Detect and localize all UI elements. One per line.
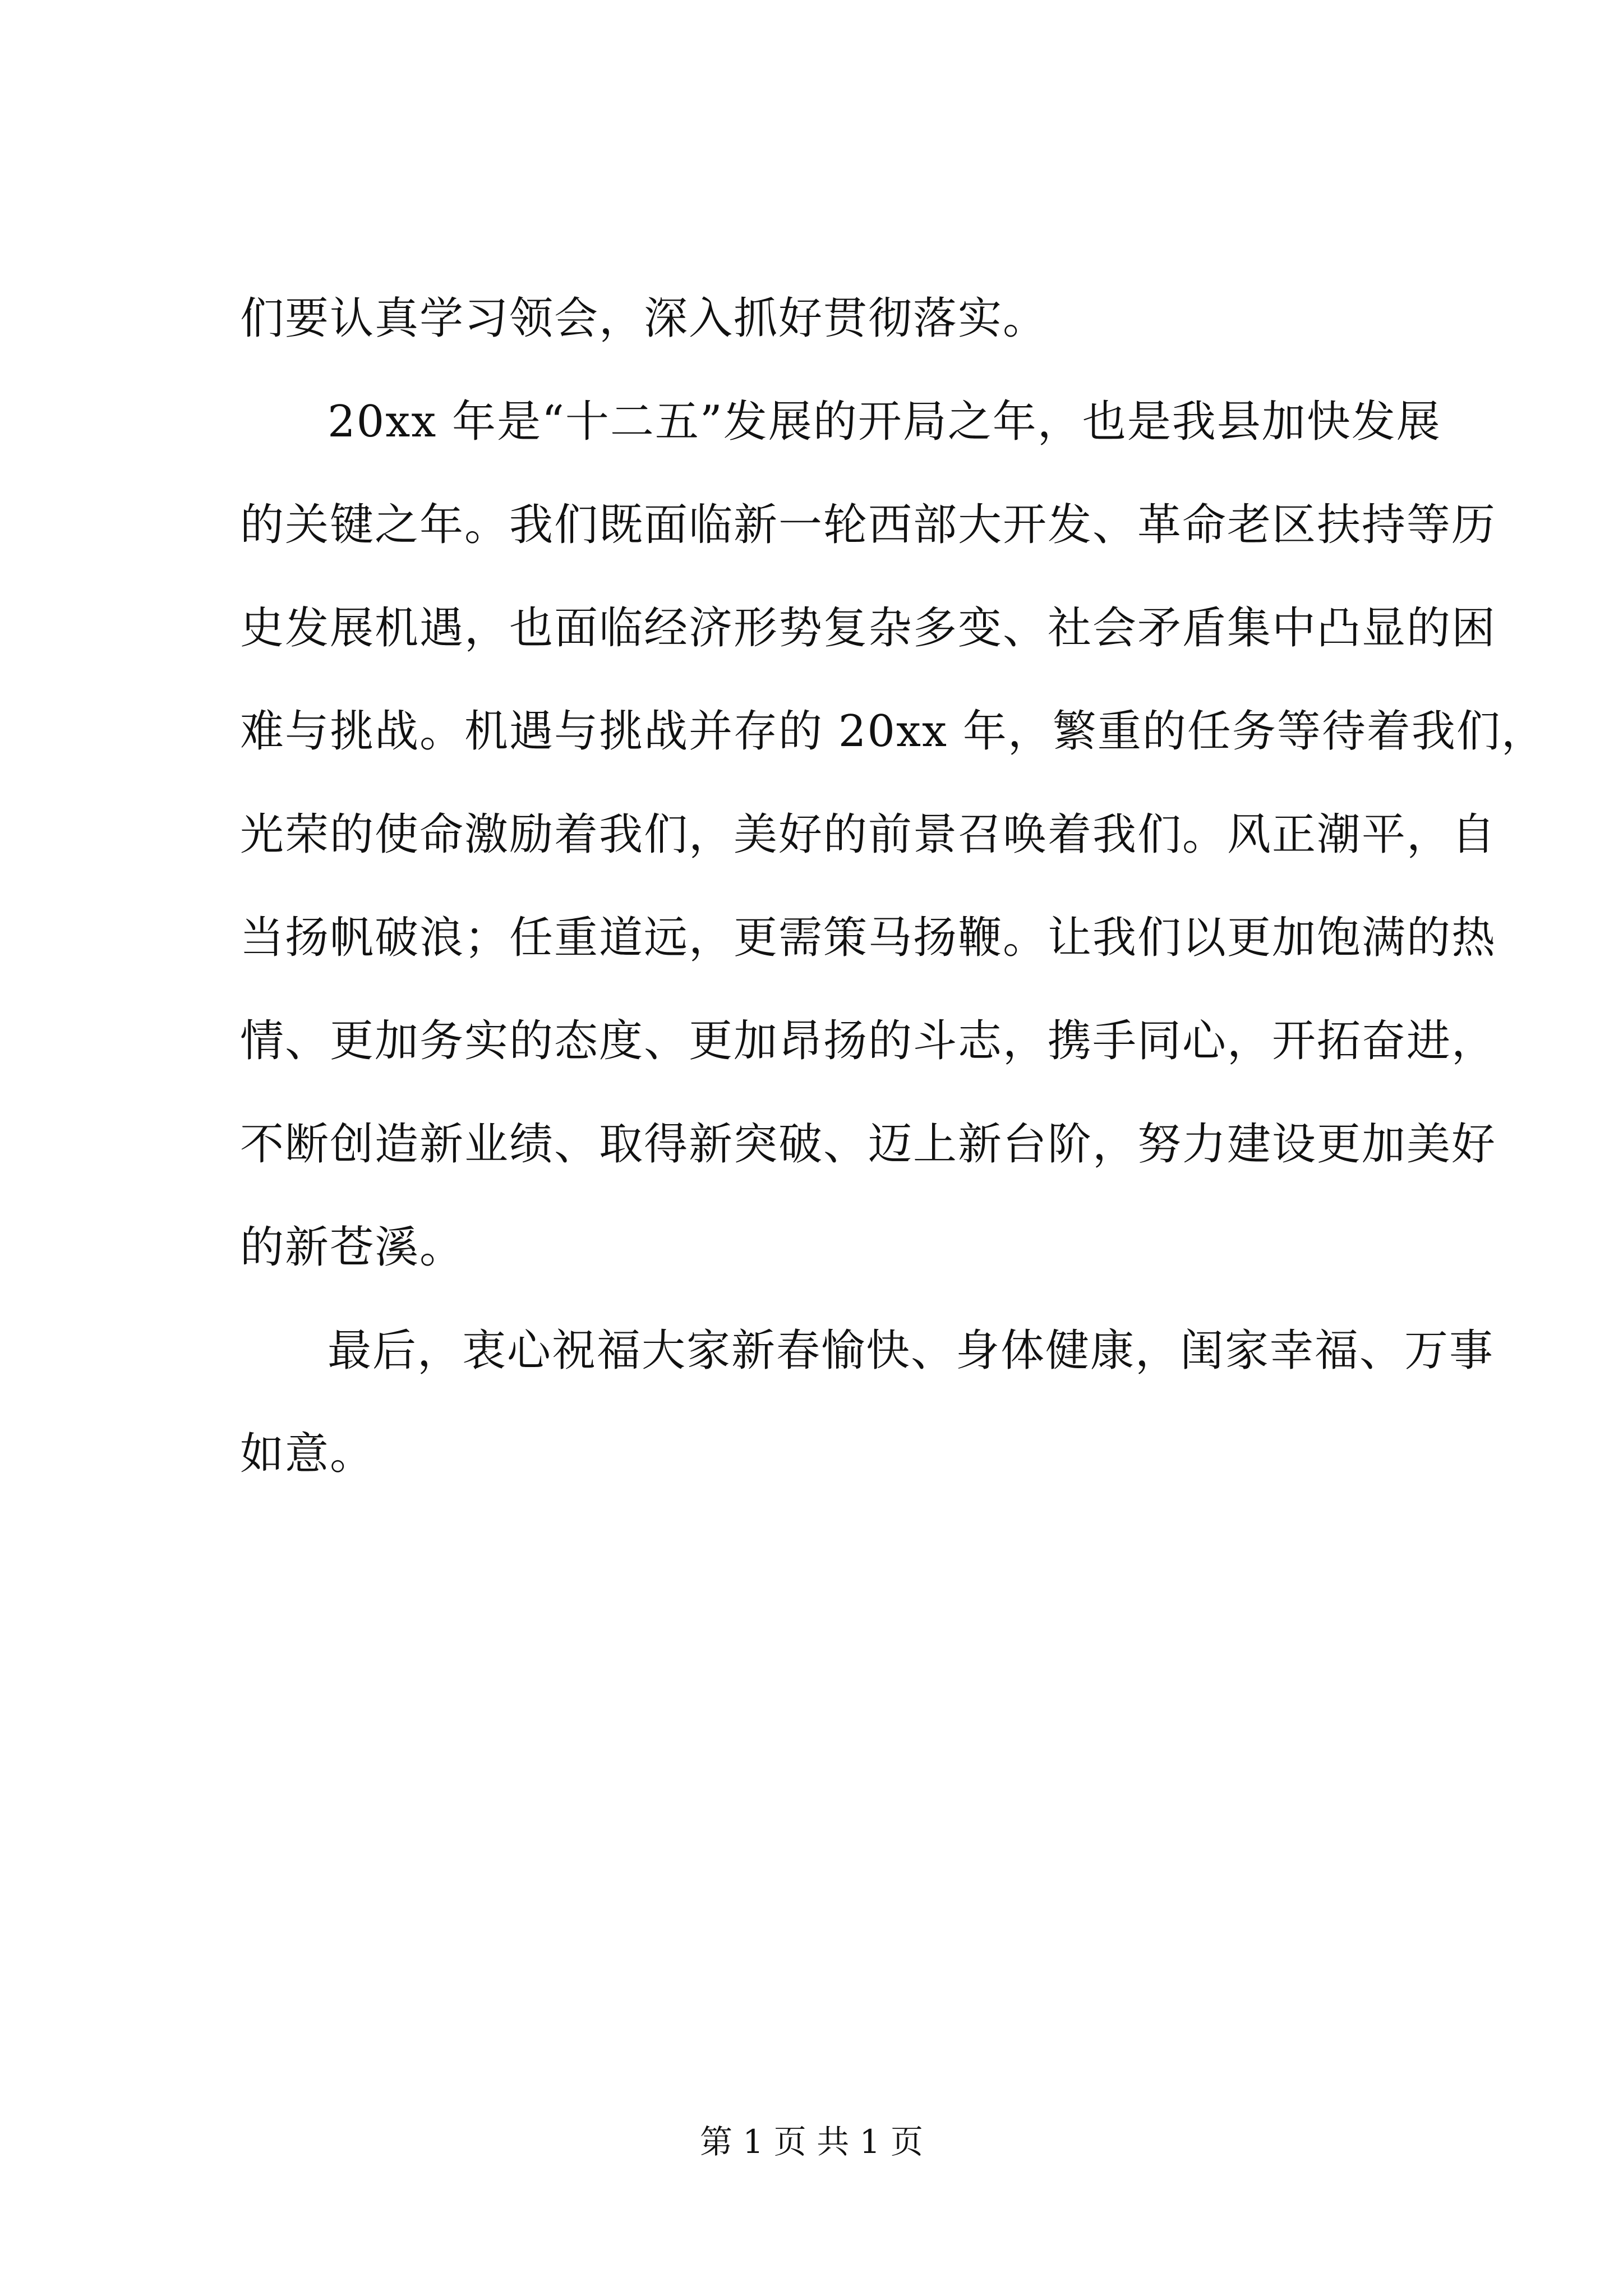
- text-line: 不断创造新业绩、取得新突破、迈上新台阶，努力建设更加美好: [240, 1119, 1497, 1170]
- text-line: 光荣的使命激励着我们，美好的前景召唤着我们。风正潮平，自: [240, 809, 1497, 860]
- text-line: 最后，衷心祝福大家新春愉快、身体健康，闺家幸福、万事: [328, 1326, 1495, 1376]
- text-line: 情、更加务实的态度、更加昂扬的斗志，携手同心，开拓奋进，: [240, 1016, 1497, 1066]
- text-line: 史发展机遇，也面临经济形势复杂多变、社会矛盾集中凸显的困: [240, 603, 1497, 654]
- text-line: 难与挑战。机遇与挑战并存的 20xx 年，繁重的任务等待着我们，: [240, 706, 1546, 757]
- body-text: [240, 292, 1546, 1530]
- text-line: 如意。: [240, 1429, 375, 1479]
- text-line: 的新苍溪。: [240, 1222, 465, 1273]
- text-line: 们要认真学习领会，深入抓好贯彻落实。: [240, 293, 1048, 344]
- page-number-footer: 第 1 页 共 1 页: [700, 2123, 923, 2161]
- text-line: 20xx 年是“十二五”发展的开局之年，也是我县加快发展: [328, 397, 1441, 447]
- text-line: 当扬帆破浪；任重道远，更需策马扬鞭。让我们以更加饱满的热: [240, 913, 1497, 963]
- text-line: 的关键之年。我们既面临新一轮西部大开发、革命老区扶持等历: [240, 500, 1497, 550]
